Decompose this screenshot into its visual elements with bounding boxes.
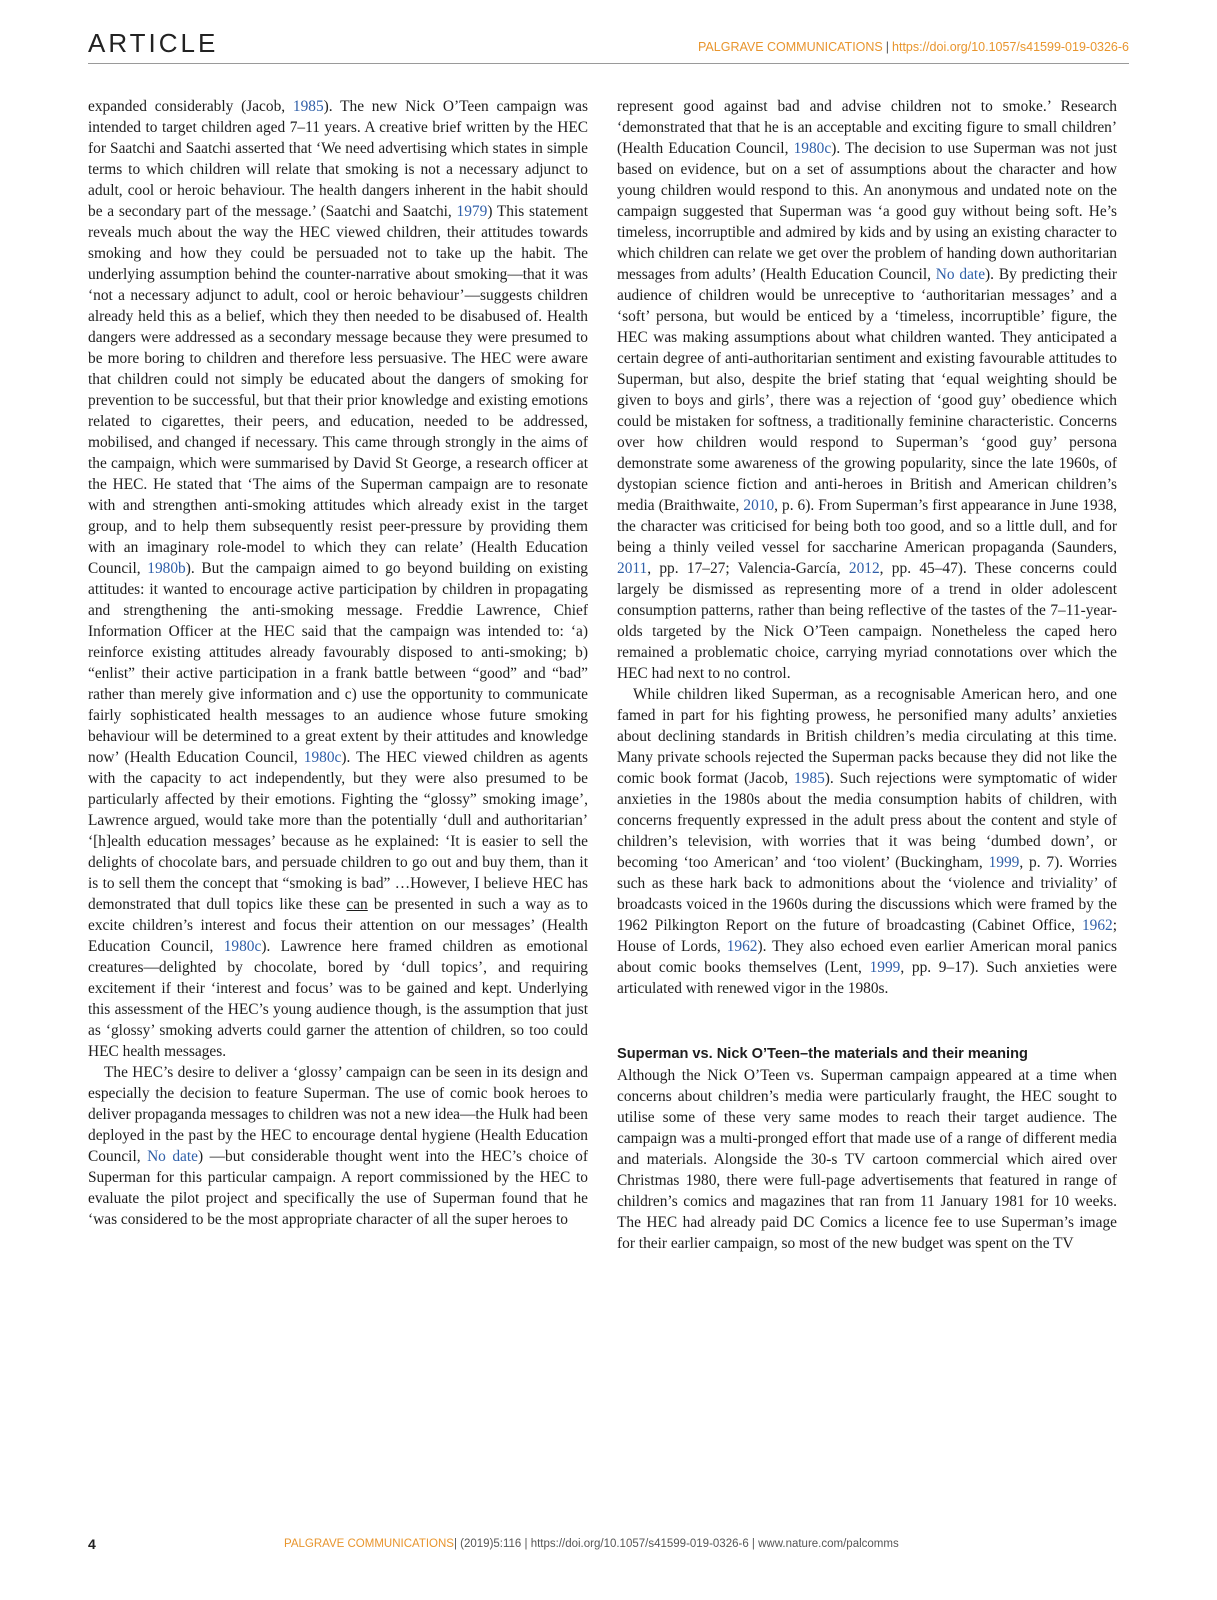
citation-link[interactable]: 1980c (223, 938, 262, 955)
citation-link[interactable]: 1999 (988, 854, 1020, 871)
citation-link[interactable]: No date (147, 1148, 198, 1165)
paragraph: represent good against bad and advise children not to smoke.’ Research ‘demonstrated that that he is an acceptable and exciting figure to small children’ (Health Education Council, 1980c). The decision to use Superman was not just based on evidence, but on a set of assumptions about the character and how young children would respond to this. An anonymous and undated note on the campaign suggested that Superman was ‘a good guy without being soft. He’s timeless, incorruptible and admired by kids and by using an existing character to which children can relate we get over the problem of handing down authoritarian messages from adults’ (Health Education Council, No date). By predicting their audience of children would be unreceptive to ‘authoritarian messages’ and a ‘soft’ persona, but would be enticed by a ‘timeless, incorruptible’ figure, the HEC was making assumptions about what children wanted. They anticipated a certain degree of anti-authoritarian sentiment and existing favourable attitudes to Superman, but also, despite the brief stating that ‘equal weighting should be given to boys and girls’, there was a rejection of ‘good guy’ obedience which could be mistaken for softness, a traditionally feminine characteristic. Concerns over how children would respond to Superman’s ‘good guy’ persona demonstrate some awareness of the growing popularity, since the late 1960s, of dystopian science fiction and anti-heroes in British and American children’s media (Braithwaite, 2010, p. 6). From Superman’s first appearance in June 1938, the character was criticised for being both too good, and so a little dull, and for being a thinly veiled vessel for saccharine American propaganda (Saunders, 2011, pp. 17–27; Valencia-García, 2012, pp. 45–47). These concerns could largely be dismissed as representing more of a trend in older adolescent consumption patterns, rather than being reflective of the tastes of the 7–11-year-olds targeted by the Nick O’Teen campaign. Nonetheless the caped hero remained a problematic choice, carrying myriad connotations over which the HEC had next to no control. (617, 98, 1118, 682)
citation-link[interactable]: 1985 (292, 98, 324, 115)
footer-text (284, 1538, 899, 1550)
citation-link[interactable]: 1985 (794, 770, 825, 787)
page-footer (88, 1538, 1129, 1558)
footer-journal: PALGRAVE COMMUNICATIONS (284, 1538, 454, 1550)
footer-details: | (2019)5:116 | https://doi.org/10.1057/s41599-019-0326-6 | www.nature.com/palcomms (453, 1538, 899, 1550)
header-rule (88, 63, 1129, 64)
article-label: ARTICLE (88, 28, 219, 58)
page-number: 4 (88, 1536, 96, 1552)
citation-link[interactable]: 1962 (726, 938, 758, 955)
left-column (88, 96, 588, 1230)
citation-link[interactable]: 1979 (456, 203, 488, 220)
citation-link[interactable]: 2012 (848, 560, 880, 577)
page-header (88, 26, 1129, 62)
citation-link[interactable]: 1980c (303, 749, 342, 766)
journal-name: PALGRAVE COMMUNICATIONS (698, 40, 883, 54)
emphasis-underline: can (346, 896, 368, 913)
citation-link[interactable]: No date (935, 266, 986, 283)
paragraph: The HEC’s desire to deliver a ‘glossy’ campaign can be seen in its design and especially the decision to feature Superman. The use of comic book heroes to deliver propaganda messages to children was not a new idea—the Hulk had been deployed in the past by the HEC to encourage dental hygiene (Health Education Council, No date) —but considerable thought went into the HEC’s choice of Superman for this particular campaign. A report commissioned by the HEC to evaluate the pilot project and specifically the use of Superman found that he ‘was considered to be the most appropriate character of all the super heroes to (88, 1064, 588, 1228)
section-heading: Superman vs. Nick O’Teen–the materials and their meaning (617, 1046, 1028, 1062)
right-column (617, 96, 1117, 1254)
citation-link[interactable]: 2011 (617, 560, 648, 577)
citation-link[interactable]: 1980b (147, 560, 186, 577)
citation-link[interactable]: 2010 (743, 497, 775, 514)
citation-link[interactable]: 1980c (793, 140, 832, 157)
paragraph: expanded considerably (Jacob, 1985). The new Nick O’Teen campaign was intended to target children aged 7–11 years. A creative brief written by the HEC for Saatchi and Saatchi asserted that ‘We need advertising which states in simple terms to which children will relate that smoking is not a necessary adjunct to adult, cool or heroic behaviour. The health dangers inherent in the habit should be a secondary part of the message.’ (Saatchi and Saatchi, 1979) This statement reveals much about the way the HEC viewed children, their attitudes towards smoking and how they could be persuaded not to take up the habit. The underlying assumption behind the counter-narrative about smoking—that it was ‘not a necessary adjunct to adult, cool or heroic behaviour’—suggests children already held this as a belief, which they then needed to be disabused of. Health dangers were addressed as a secondary message because they were presumed to be more boring to children and therefore less persuasive. The HEC were aware that children could not simply be educated about the dangers of smoking for prevention to be successful, but that their prior knowledge and existing emotions related to cigarettes, their peers, and education, needed to be addressed, mobilised, and changed if necessary. This came through strongly in the aims of the campaign, which were summarised by David St George, a research officer at the HEC. He stated that ‘The aims of the Superman campaign are to resonate with and strengthen anti-smoking attitudes which already exist in the target group, and to help them subsequently resist peer-pressure by providing them with an imaginary role-model to which they can relate’ (Health Education Council, 1980b). But the campaign aimed to go beyond building on existing attitudes: it wanted to encourage active participation by children in propagating and strengthening the anti-smoking message. Freddie Lawrence, Chief Information Officer at the HEC said that the campaign was intended to: ‘a) reinforce existing attitudes already favourably disposed to anti-smoking; b) “enlist” their active participation in a frank battle between “good” and “bad” rather than merely give information and c) use the opportunity to communicate fairly sophisticated health messages to an audience whose future smoking behaviour will be determined to a great extent by their attitudes and knowledge now’ (Health Education Council, 1980c). The HEC viewed children as agents with the capacity to act independently, but they were also presumed to be particularly affected by their emotions. Fighting the “glossy” smoking image’, Lawrence argued, would take more than the potentially ‘dull and authoritarian’ ‘[h]ealth education messages’ because as he explained: ‘It is easier to sell the delights of chocolate bars, and persuade children to go out and buy them, than it is to sell them the concept that “smoking is bad” …However, I believe HEC has demonstrated that dull topics like these can be presented in such a way as to excite children’s interest and focus their attention on our messages’ (Health Education Council, 1980c). Lawrence here framed children as emotional creatures—delighted by chocolate, bored by ‘dull topics’, and requiring excitement if their ‘interest and focus’ was to be gained and kept. Underlying this assessment of the HEC’s young audience though, is the assumption that just as ‘glossy’ smoking adverts could garner the attention of children, so too could HEC health messages. (88, 98, 589, 1060)
citation-link[interactable]: 1999 (869, 959, 901, 976)
citation-link[interactable]: 1962 (1081, 917, 1113, 934)
paragraph: While children liked Superman, as a recognisable American hero, and one famed in part for his fighting prowess, he personified many adults’ anxieties about declining standards in British children’s media circulating at this time. Many private schools rejected the Superman packs because they did not like the comic book format (Jacob, 1985). Such rejections were symptomatic of wider anxieties in the 1980s about the media consumption habits of children, with concerns frequently expressed in the adult press about the content and style of children’s television, with worries that it was being ‘dumbed down’, or becoming ‘too American’ and ‘too violent’ (Buckingham, 1999, p. 7). Worries such as these hark back to admonitions about the ‘violence and triviality’ of broadcasts voiced in the 1960s during the discussions which were framed by the 1962 Pilkington Report on the future of broadcasting (Cabinet Office, 1962; House of Lords, 1962). They also echoed even earlier American moral panics about comic books themselves (Lent, 1999, pp. 9–17). Such anxieties were articulated with renewed vigor in the 1980s. (617, 686, 1117, 997)
journal-header (698, 40, 1129, 54)
paragraph: Although the Nick O’Teen vs. Superman campaign appeared at a time when concerns about children’s media were particularly fraught, the HEC sought to utilise some of these very same modes to reach their target audience. The campaign was a multi-pronged effort that made use of a range of different media and materials. Alongside the 30-s TV cartoon commercial which aired over Christmas 1980, there were full-page advertisements that featured in range of children’s comics and magazines that ran from 11 January 1981 for 10 weeks. The HEC had already paid DC Comics a licence fee to use Superman’s image for their earlier campaign, so most of the new budget was spent on the TV (617, 1067, 1117, 1252)
header-doi-link[interactable]: https://doi.org/10.1057/s41599-019-0326-6 (892, 40, 1129, 54)
header-separator: | (885, 40, 890, 54)
